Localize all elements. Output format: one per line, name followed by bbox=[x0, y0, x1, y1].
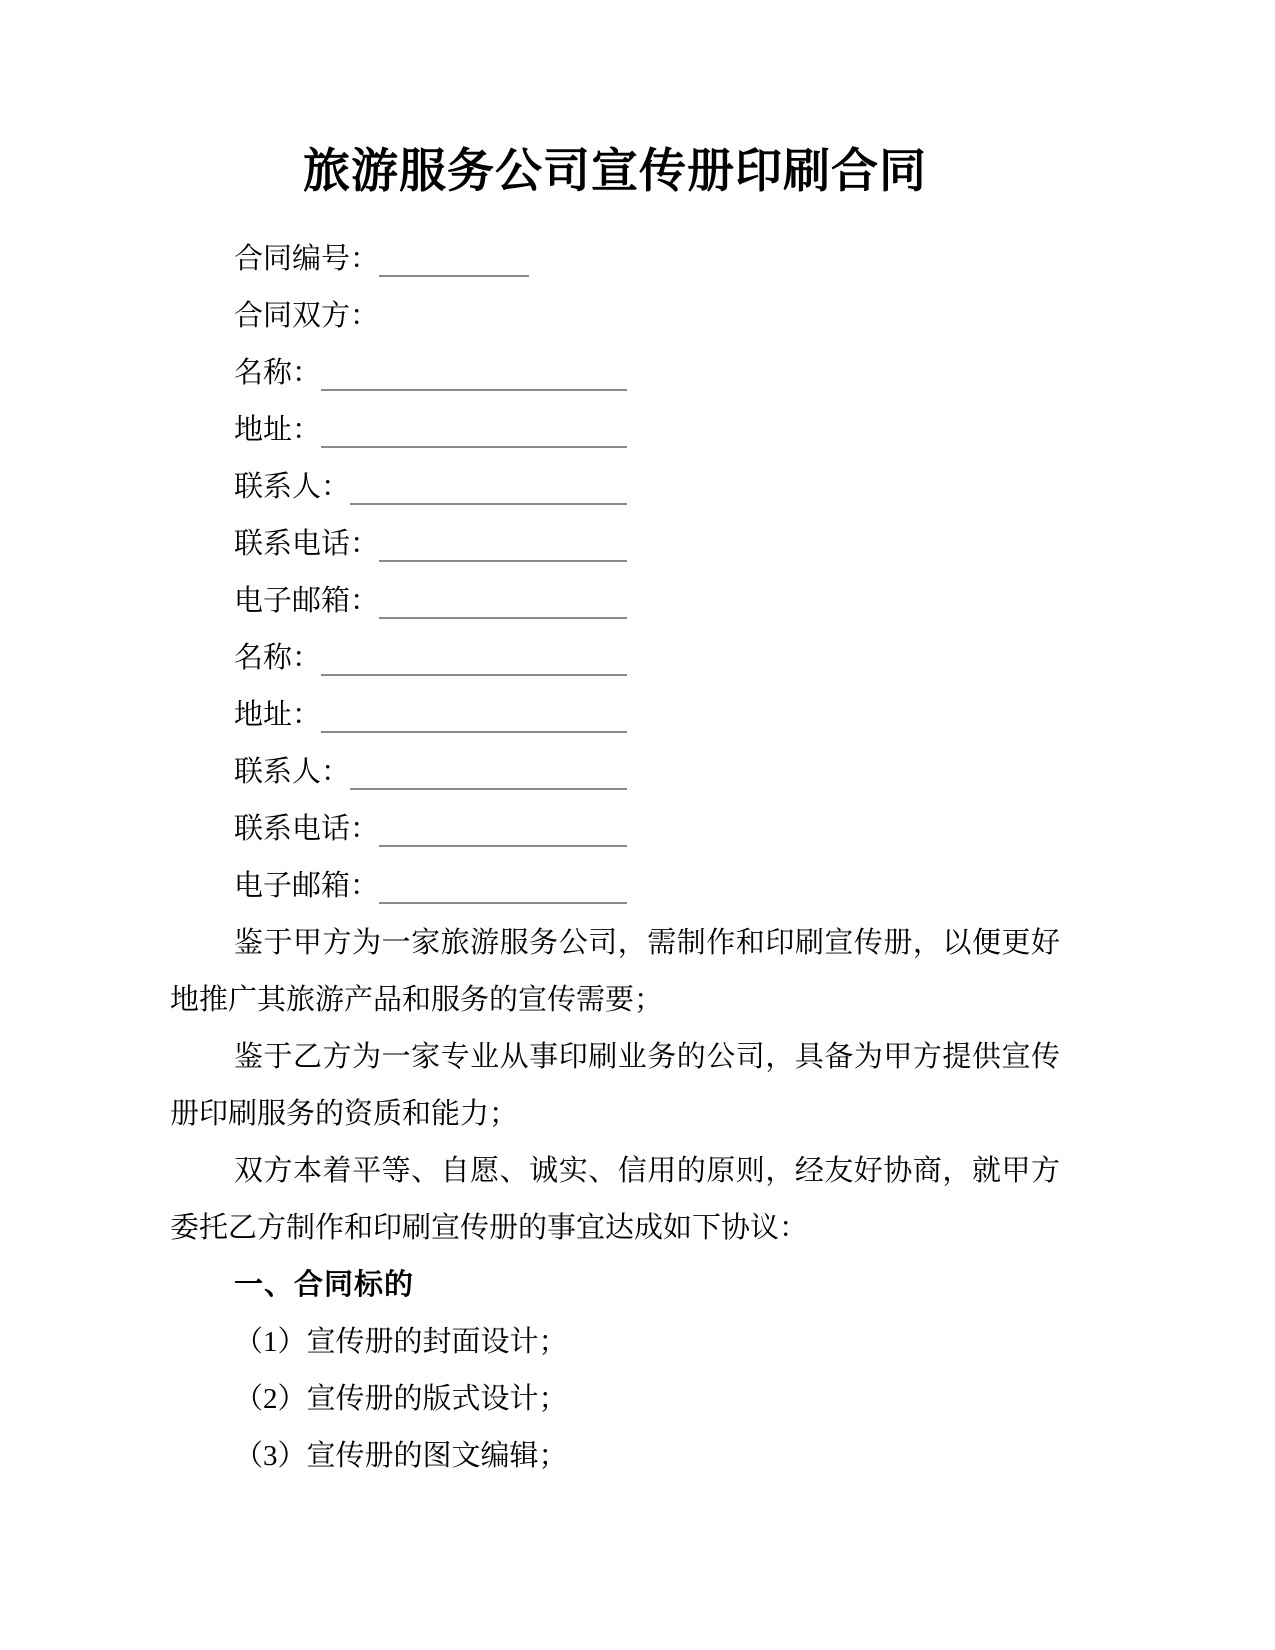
party-a-name-blank-line bbox=[321, 388, 627, 391]
party-b-contact-label: 联系人： bbox=[234, 756, 351, 788]
recital-paragraph-party-b: 鉴于乙方为一家专业从事印刷业务的公司，具备为甲方提供宣传册印刷服务的资质和能力； bbox=[170, 1041, 1060, 1130]
party-a-address-row bbox=[234, 402, 627, 459]
party-a-phone-row bbox=[234, 516, 627, 573]
contract-number-label: 合同编号： bbox=[234, 243, 380, 275]
party-b-contact-row bbox=[234, 744, 627, 801]
party-a-name-label: 名称： bbox=[234, 357, 322, 389]
document-title: 旅游服务公司宣传册印刷合同 bbox=[303, 146, 927, 198]
party-b-address-row bbox=[234, 687, 627, 744]
contract-number-blank-line bbox=[379, 274, 529, 277]
party-b-phone-row bbox=[234, 801, 627, 858]
section-one-item-2: （2）宣传册的版式设计； bbox=[234, 1383, 568, 1415]
party-a-address-label: 地址： bbox=[234, 414, 322, 446]
party-a-contact-label: 联系人： bbox=[234, 471, 351, 503]
party-a-name-row bbox=[234, 345, 627, 402]
party-a-contact-row bbox=[234, 459, 627, 516]
party-b-contact-blank-line bbox=[350, 787, 627, 790]
party-a-phone-blank-line bbox=[379, 559, 627, 562]
contract-number-row bbox=[234, 231, 627, 288]
section-one-heading: 一、合同标的 bbox=[234, 1269, 415, 1301]
party-b-email-blank-line bbox=[379, 901, 627, 904]
party-a-phone-label: 联系电话： bbox=[234, 528, 380, 560]
party-b-phone-label: 联系电话： bbox=[234, 813, 380, 845]
party-a-email-label: 电子邮箱： bbox=[234, 585, 380, 617]
party-b-name-row bbox=[234, 630, 627, 687]
party-b-address-label: 地址： bbox=[234, 699, 322, 731]
party-b-phone-blank-line bbox=[379, 844, 627, 847]
party-b-email-label: 电子邮箱： bbox=[234, 870, 380, 902]
party-b-address-blank-line bbox=[321, 730, 627, 733]
recital-paragraph-agreement: 双方本着平等、自愿、诚实、信用的原则，经友好协商，就甲方委托乙方制作和印刷宣传册的事宜达成如下协议： bbox=[170, 1155, 1060, 1244]
party-a-email-blank-line bbox=[379, 616, 627, 619]
party-a-address-blank-line bbox=[321, 445, 627, 448]
parties-label: 合同双方： bbox=[234, 300, 380, 332]
parties-row bbox=[234, 288, 627, 345]
section-one-item-1: （1）宣传册的封面设计； bbox=[234, 1326, 568, 1358]
recital-paragraph-party-a: 鉴于甲方为一家旅游服务公司，需制作和印刷宣传册，以便更好地推广其旅游产品和服务的宣传需要； bbox=[170, 927, 1060, 1016]
party-b-email-row bbox=[234, 858, 627, 915]
section-one-item-3: （3）宣传册的图文编辑； bbox=[234, 1440, 568, 1472]
party-b-name-blank-line bbox=[321, 673, 627, 676]
party-b-name-label: 名称： bbox=[234, 642, 322, 674]
party-a-email-row bbox=[234, 573, 627, 630]
party-a-contact-blank-line bbox=[350, 502, 627, 505]
